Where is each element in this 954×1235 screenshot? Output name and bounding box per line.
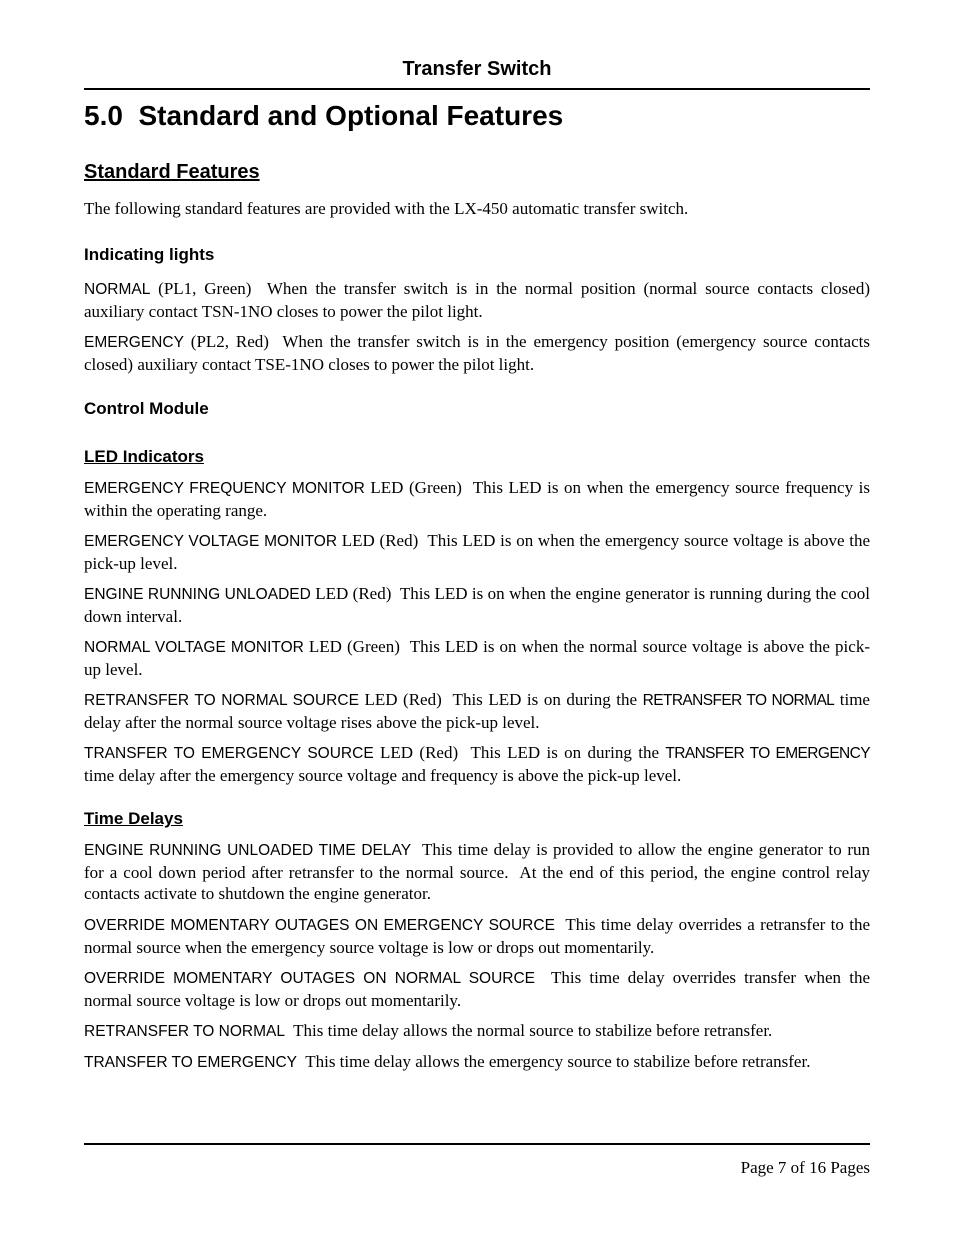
description: (PL1, Green) When the transfer switch is in the normal position (normal source contacts closed) auxiliary contact TSN-1NO closes to power the pilot light. — [84, 279, 875, 321]
time-delay-item — [84, 839, 875, 905]
description: This time delay overrides transfer when the normal source voltage is low or drops out momentarily. — [84, 968, 875, 1010]
term: ENGINE RUNNING UNLOADED TIME DELAY — [84, 842, 412, 859]
page-number: Page 7 of 16 Pages — [740, 1158, 870, 1177]
description: LED (Green) This LED is on when the normal source voltage is above the pick-up level. — [84, 637, 870, 679]
description: This time delay overrides a retransfer to the normal source when the emergency source voltage is low or drops out momentarily. — [84, 915, 875, 957]
description: LED (Red) This LED is on during the — [358, 690, 643, 709]
led-item — [84, 742, 875, 786]
intro-paragraph: The following standard features are provided with the LX-450 automatic transfer switch. — [84, 199, 689, 218]
subsection-title: Standard Features — [84, 161, 260, 183]
time-delay-item — [84, 1051, 870, 1074]
description: (PL2, Red) When the transfer switch is in the emergency position (emergency source contacts closed) auxiliary contact TSE-1NO closes to power the pilot light. — [84, 332, 875, 374]
term: TRANSFER TO EMERGENCY SOURCE — [84, 745, 374, 762]
description: time delay after the emergency source voltage and frequency is above the pick-up level. — [84, 743, 875, 785]
term: NORMAL — [84, 281, 151, 298]
term: EMERGENCY VOLTAGE MONITOR — [84, 533, 338, 550]
term: OVERRIDE MOMENTARY OUTAGES ON EMERGENCY SOURCE — [84, 917, 555, 934]
led-item — [84, 689, 875, 733]
term: EMERGENCY — [84, 334, 184, 351]
control-module-heading: Control Module — [84, 399, 209, 418]
section-title: 5.0 Standard and Optional Features — [84, 100, 564, 131]
description: LED (Red) This LED is on during the — [373, 743, 666, 762]
header-rule — [84, 88, 870, 90]
term: OVERRIDE MOMENTARY OUTAGES ON NORMAL SOURCE — [84, 970, 536, 987]
time-delay-item — [84, 1020, 870, 1043]
led-item — [84, 583, 875, 627]
description: This time delay is provided to allow the engine generator to run for a cool down period after retransfer to the normal source. At the end of this period, the engine control relay contacts activate to shutdown the engine generator. — [84, 840, 875, 903]
description: LED (Red) This LED is on when the emergency source voltage is above the pick-up level. — [84, 531, 875, 573]
description: This time delay allows the emergency source to stabilize before retransfer. — [297, 1052, 811, 1071]
indicating-lights-heading: Indicating lights — [84, 245, 215, 264]
term: TRANSFER TO EMERGENCY — [84, 1054, 298, 1071]
led-item — [84, 477, 875, 521]
description: LED (Red) This LED is on when the engine generator is running during the cool down interval. — [84, 584, 875, 626]
indicating-light-emergency — [84, 331, 875, 375]
term: RETRANSFER TO NORMAL — [642, 692, 835, 709]
description: This time delay allows the normal source to stabilize before retransfer. — [284, 1021, 773, 1040]
term: RETRANSFER TO NORMAL SOURCE — [84, 692, 359, 709]
led-indicators-heading: LED Indicators — [84, 447, 204, 466]
term: ENGINE RUNNING UNLOADED — [84, 586, 311, 603]
led-item — [84, 530, 875, 574]
time-delays-heading: Time Delays — [84, 809, 183, 828]
term: RETRANSFER TO NORMAL — [84, 1023, 285, 1040]
description: time delay after the normal source voltage rises above the pick-up level. — [84, 690, 875, 732]
time-delay-item — [84, 914, 875, 958]
time-delay-item — [84, 967, 875, 1011]
footer-rule — [84, 1143, 870, 1145]
led-item — [84, 636, 870, 680]
term: TRANSFER TO EMERGENCY — [665, 745, 870, 762]
term: EMERGENCY FREQUENCY MONITOR — [84, 480, 365, 497]
running-header-title: Transfer Switch — [402, 58, 552, 80]
indicating-light-normal — [84, 278, 875, 322]
description: LED (Green) This LED is on when the emergency source frequency is within the operating range. — [84, 478, 875, 520]
term: NORMAL VOLTAGE MONITOR — [84, 639, 304, 656]
